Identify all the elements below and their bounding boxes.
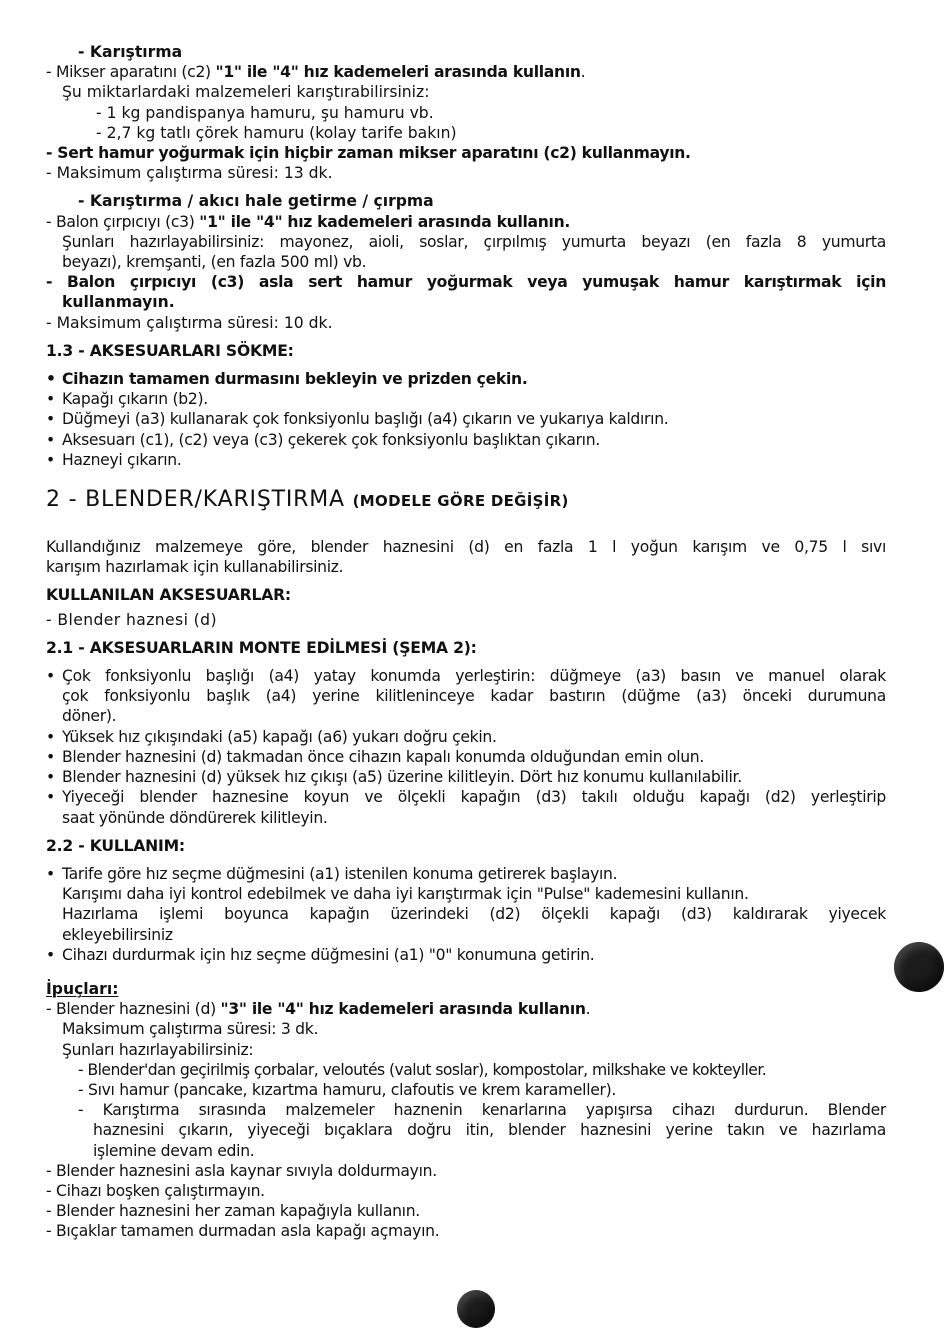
tips-sub-1: - Blender'dan geçirilmiş çorbalar, veloutés (valut soslar), kompostolar, milkshake ve kokteyller.: [78, 1060, 767, 1079]
page-number-marker: [457, 1290, 495, 1328]
remove-item-1: • Cihazın tamamen durmasını bekleyin ve prizden çekin.: [46, 370, 528, 389]
tips-sub-2: - Sıvı hamur (pancake, kızartma hamuru, clafoutis ve krem karameller).: [78, 1080, 617, 1099]
mix-line-2: Şu miktarlardaki malzemeleri karıştırabilirsiniz:: [62, 83, 430, 102]
tips-sub-3c: işlemine devam edin.: [93, 1141, 255, 1160]
mix-warning: - Sert hamur yoğurmak için hiçbir zaman mikser aparatını (c2) kullanmayın.: [46, 144, 691, 163]
section-title-note: (MODELE GÖRE DEĞİŞİR): [352, 492, 569, 511]
accessories-item: - Blender haznesi (d): [46, 610, 217, 629]
remove-item-2: • Kapağı çıkarın (b2).: [46, 390, 208, 409]
whisk-warning-b: kullanmayın.: [62, 293, 175, 312]
assembly-item-5: • Yiyeceği blender haznesine koyun ve ölçekli kapağın (d3) takılı olduğu kapağı (d2) yerleştirip saat yönünde döndürerek kilitleyin.: [46, 788, 886, 827]
assembly-item-3: • Blender haznesini (d) takmadan önce cihazın kapalı konumda olduğundan emin olun.: [46, 747, 705, 766]
whisk-prep-b: beyazı), kremşanti, (en fazla 500 ml) vb.: [62, 253, 367, 272]
tips-line-2: Maksimum çalıştırma süresi: 3 dk.: [62, 1020, 319, 1039]
mix-heading: - Karıştırma: [78, 43, 183, 61]
assembly-heading: 2.1 - AKSESUARLARIN MONTE EDİLMESİ (ŞEMA 2):: [46, 638, 477, 657]
usage-heading: 2.2 - KULLANIM:: [46, 836, 185, 855]
tips-sub-3b: haznesini çıkarın, yiyeceği bıçaklara doğru itin, blender haznesini yerine takın ve hazırlama: [93, 1121, 886, 1140]
whisk-prep-a: Şunları hazırlayabilirsiniz: mayonez, aioli, soslar, çırpılmış yumurta beyazı (en fazla 8 yumurta: [62, 232, 886, 251]
page-tab-marker: [894, 942, 944, 992]
remove-item-5: • Hazneyi çıkarın.: [46, 450, 182, 469]
whisk-warning-a: - Balon çırpıcıyı (c3) asla sert hamur yoğurmak veya yumuşak hamur karıştırmak için: [46, 273, 886, 292]
tips-sub-3a: - Karıştırma sırasında malzemeler haznenin kenarlarına yapışırsa cihazı durdurun. Blender: [78, 1101, 886, 1120]
assembly-item-1: • Çok fonksiyonlu başlığı (a4) yatay konumda yerleştirin: düğmeye (a3) basın ve manuel olarak çok fonksiyonlu başlık (a4) yerine kilitleninceye kadar bastırın (düğme (a3) önceki durumuna döner).: [46, 667, 886, 726]
remove-list: [46, 369, 886, 470]
accessories-heading: KULLANILAN AKSESUARLAR:: [46, 586, 291, 605]
tips-line-1: - Blender haznesini (d) "3" ile "4" hız kademeleri arasında kullanın.: [46, 1000, 591, 1019]
assembly-item-2: • Yüksek hız çıkışındaki (a5) kapağı (a6) yukarı doğru çekin.: [46, 727, 497, 746]
mix-line-3: - 1 kg pandispanya hamuru, şu hamuru vb.: [96, 103, 434, 122]
tips-heading: İpuçları:: [46, 979, 119, 998]
whisk-heading: - Karıştırma / akıcı hale getirme / çırpma: [78, 192, 434, 211]
remove-item-4: • Aksesuarı (c1), (c2) veya (c3) çekerek çok fonksiyonlu başlıktan çıkarın.: [46, 430, 600, 449]
tips-end-1: - Blender haznesini asla kaynar sıvıyla doldurmayın.: [46, 1161, 437, 1180]
usage-item-1: • Tarife göre hız seçme düğmesini (a1) istenilen konuma getirerek başlayın. Karışımı daha iyi kontrol edebilmek ve daha iyi karıştırmak için "Pulse" kademesini kullanın. Hazırlama işlemi boyunca kapağın üzerindeki (d2) ölçekli kapağı (d3) kaldırarak yiyecek ekleyebilirsiniz: [46, 864, 886, 944]
assembly-item-4: • Blender haznesini (d) yüksek hız çıkışı (a5) üzerine kilitleyin. Dört hız konumu kullanılabilir.: [46, 768, 742, 787]
usage-item-2: • Cihazı durdurmak için hız seçme düğmesini (a1) "0" konumuna getirin.: [46, 945, 595, 964]
section-title: 2 - BLENDER/KARIŞTIRMA (MODELE GÖRE DEĞİŞİR): [46, 487, 569, 513]
tips-end-2: - Cihazı boşken çalıştırmayın.: [46, 1181, 265, 1200]
usage-list: [46, 864, 886, 965]
whisk-max-time: - Maksimum çalıştırma süresi: 10 dk.: [46, 313, 333, 332]
tips-end-4: - Bıçaklar tamamen durmadan asla kapağı açmayın.: [46, 1222, 440, 1241]
assembly-list: [46, 666, 886, 828]
remove-heading: 1.3 - AKSESUARLARI SÖKME:: [46, 341, 294, 360]
mix-line-1: - Mikser aparatını (c2) "1" ile "4" hız kademeleri arasında kullanın.: [46, 63, 586, 82]
mix-line-4: - 2,7 kg tatlı çörek hamuru (kolay tarife bakın): [96, 123, 457, 142]
tips-line-3: Şunları hazırlayabilirsiniz:: [62, 1040, 254, 1059]
remove-item-3: • Düğmeyi (a3) kullanarak çok fonksiyonlu başlığı (a4) çıkarın ve yukarıya kaldırın.: [46, 410, 669, 429]
mix-max-time: - Maksimum çalıştırma süresi: 13 dk.: [46, 164, 333, 183]
whisk-line-1: - Balon çırpıcıyı (c3) "1" ile "4" hız kademeleri arasında kullanın.: [46, 212, 571, 231]
blender-intro: Kullandığınız malzemeye göre, blender haznesini (d) en fazla 1 l yoğun karışım ve 0,75 l sıvı karışım hazırlamak için kullanabilirsiniz.: [46, 538, 886, 577]
document-page: [46, 42, 886, 1242]
tips-end-3: - Blender haznesini her zaman kapağıyla kullanın.: [46, 1202, 420, 1221]
